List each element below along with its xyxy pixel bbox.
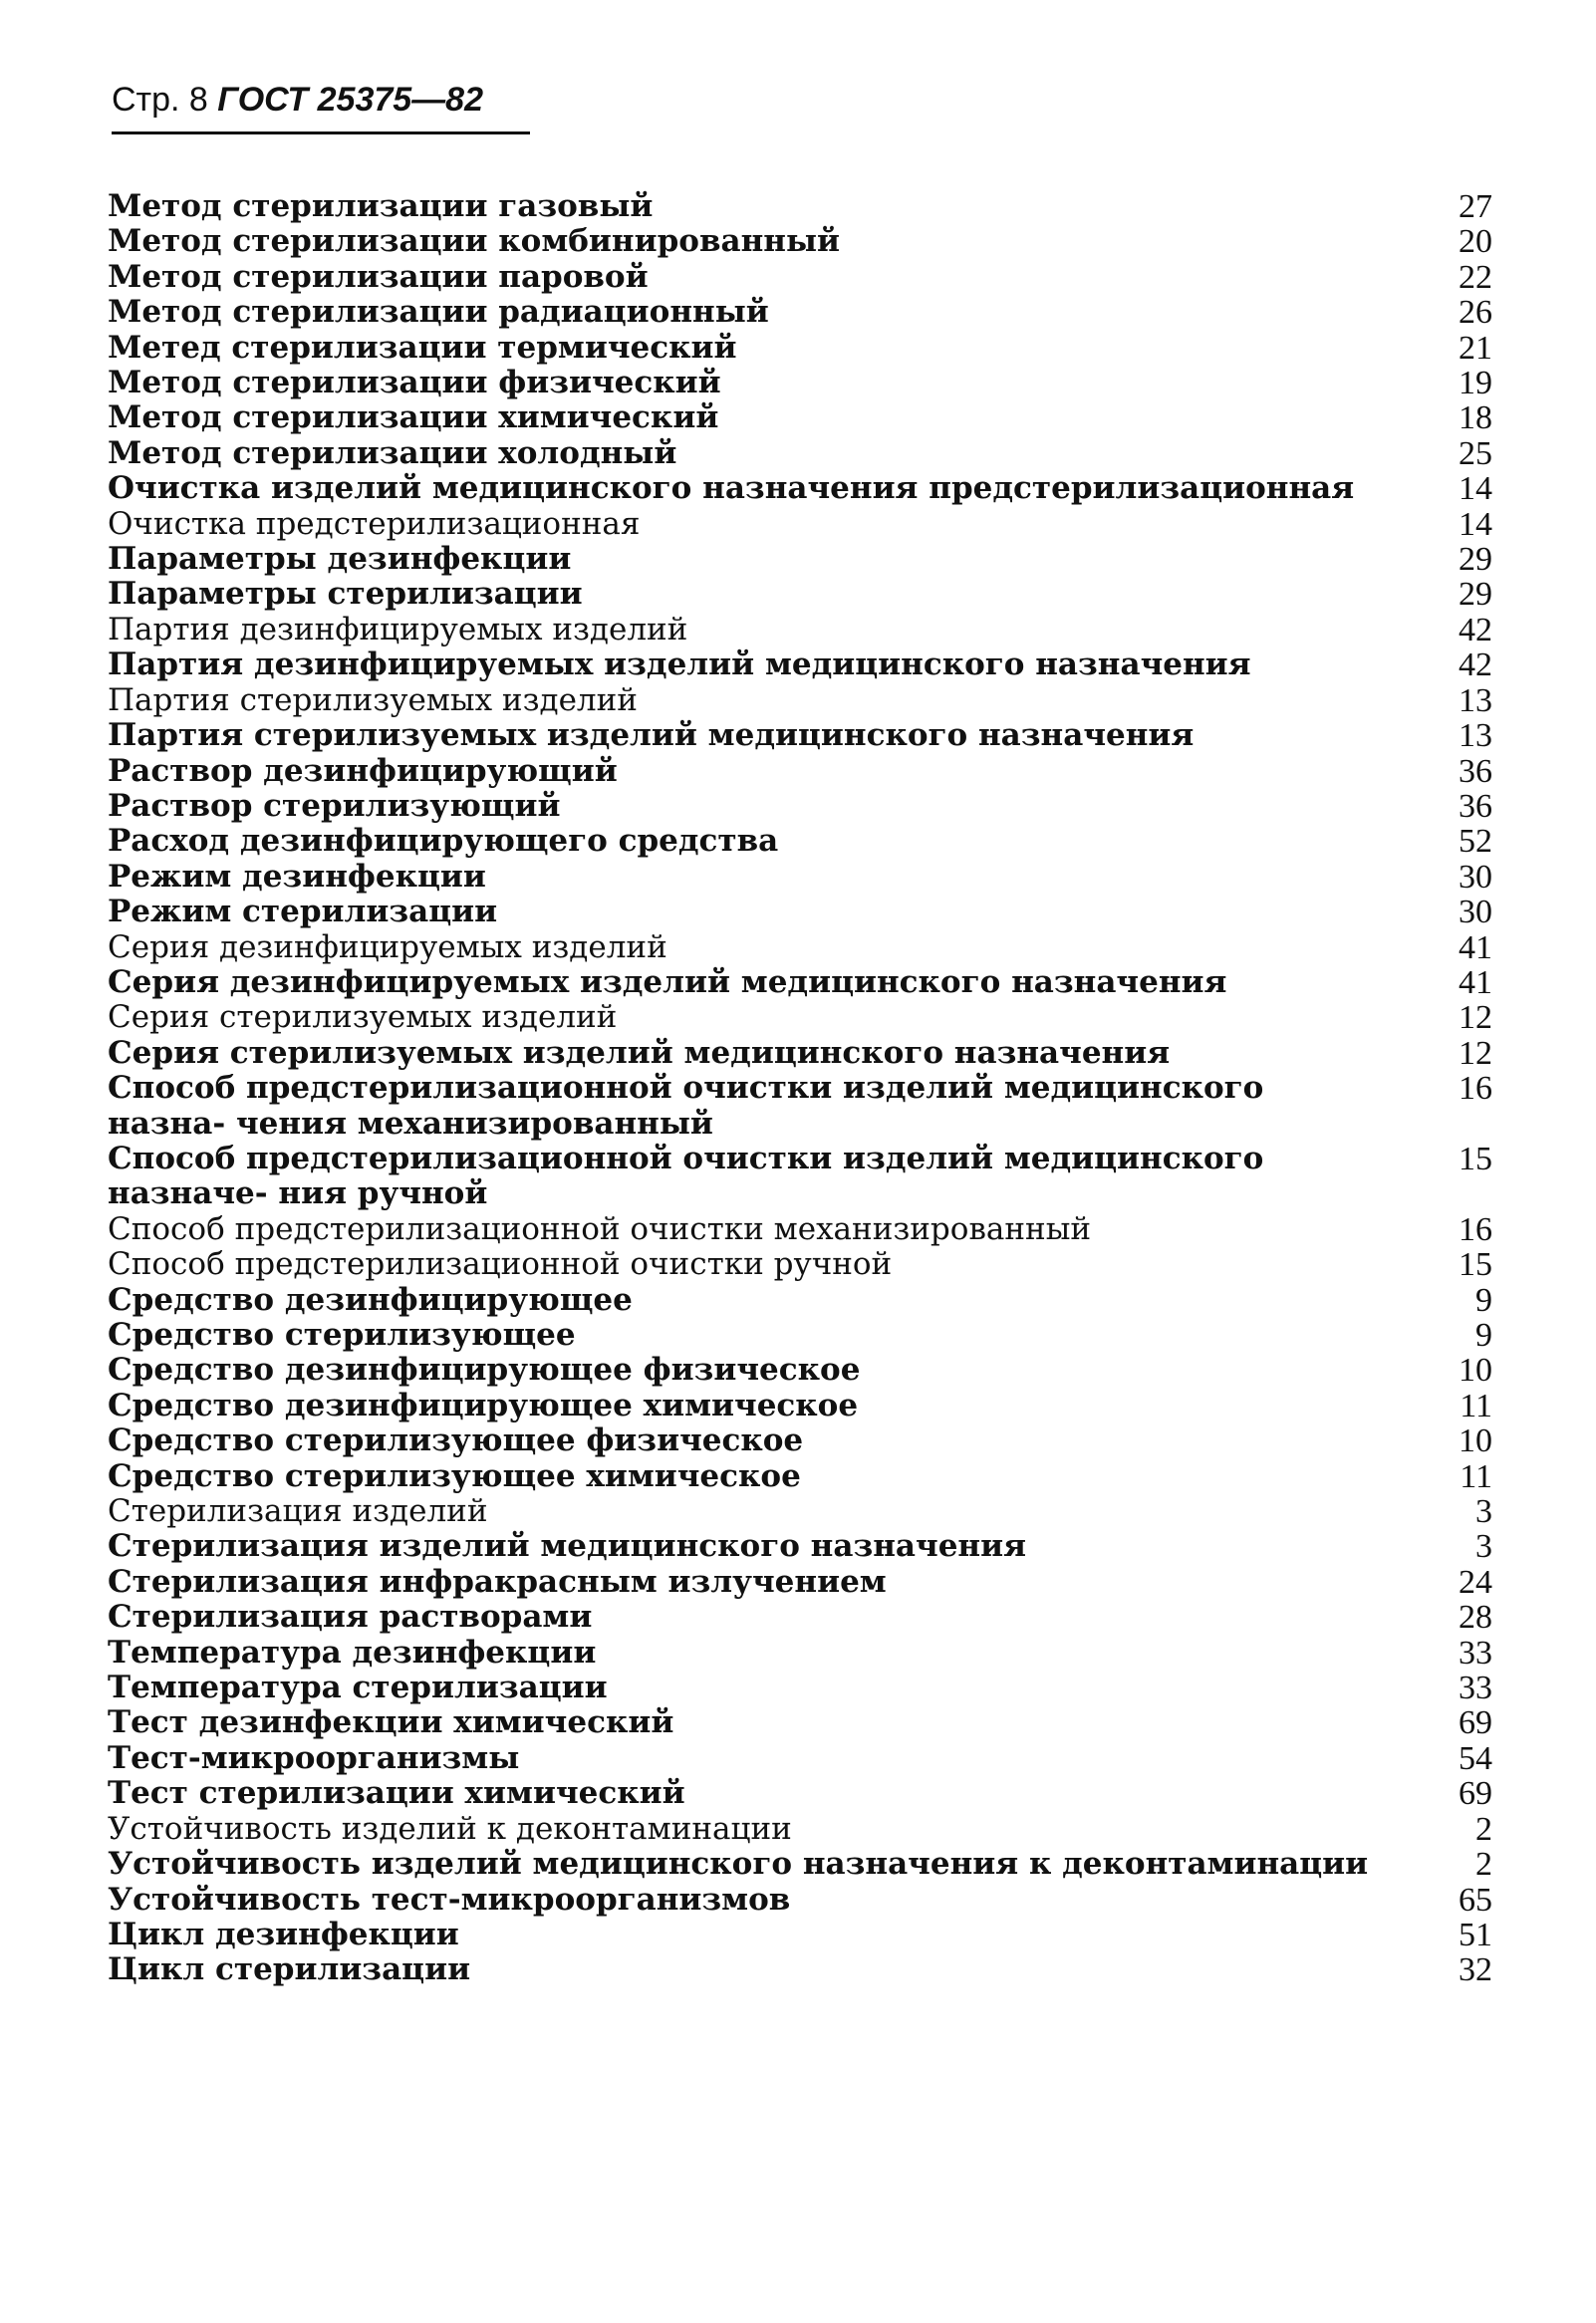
term-index [108,189,1492,1988]
index-term: Метед стерилизации термический [108,329,737,366]
index-page-number: 9 [1475,1317,1492,1354]
index-page-number: 26 [1459,294,1492,332]
index-entry [108,224,1492,259]
index-entry [108,1636,1492,1671]
index-term: Раствор стерилизующий [108,787,561,824]
index-page-number: 3 [1475,1493,1492,1531]
index-page-number: 65 [1459,1881,1492,1919]
index-page-number: 2 [1475,1810,1492,1848]
index-page-number: 51 [1459,1916,1492,1953]
index-entry [108,1459,1492,1494]
page-header [112,80,483,120]
index-page-number: 25 [1459,434,1492,472]
index-entry [108,436,1492,471]
index-term: Партия дезинфицируемых изделий [108,611,688,647]
index-entry [108,507,1492,542]
index-entry [108,718,1492,753]
index-entry [108,1705,1492,1740]
index-term: Метод стерилизации комбинированный [108,223,841,260]
index-term: Стерилизация изделий медицинского назначения [108,1528,1027,1565]
index-page-number: 2 [1475,1846,1492,1884]
index-term: Средство стерилизующее химическое [108,1457,801,1494]
index-term: Температура стерилизации [108,1670,608,1706]
index-page-number: 14 [1459,505,1492,543]
index-page-number: 3 [1475,1528,1492,1566]
index-page-number: 41 [1459,928,1492,966]
index-page-number: 19 [1459,365,1492,402]
index-term: Стерилизация инфракрасным излучением [108,1563,887,1600]
index-entry [108,683,1492,718]
index-page-number: 10 [1459,1422,1492,1460]
index-term: Средство дезинфицирующее [108,1281,633,1318]
index-term: Устойчивость тест-микроорганизмов [108,1881,791,1918]
index-term: Партия дезинфицируемых изделий медицинского назначения [108,646,1251,683]
index-term: Очистка предстерилизационная [108,505,641,542]
index-term: Средство дезинфицирующее химическое [108,1387,859,1423]
index-entry [108,647,1492,682]
index-entry [108,366,1492,400]
index-page-number: 29 [1459,541,1492,579]
index-page-number: 11 [1460,1387,1492,1424]
index-entry [108,613,1492,647]
index-entry [108,1283,1492,1318]
index-page-number: 69 [1459,1704,1492,1742]
index-entry [108,1036,1492,1071]
index-term: Партия стерилизуемых изделий медицинского назначения [108,717,1195,754]
index-page-number: 18 [1459,399,1492,437]
index-entry [108,1776,1492,1811]
index-term: Серия стерилизуемых изделий медицинского назначения [108,1034,1171,1071]
index-page-number: 32 [1459,1951,1492,1989]
index-page-number: 10 [1459,1352,1492,1390]
index-entry [108,1847,1492,1882]
index-entry [108,1423,1492,1458]
index-term: Метод стерилизации холодный [108,434,677,471]
index-term: Способ предстерилизационной очистки изделий медицинского назна- чения механизированный [108,1070,1264,1142]
index-entry [108,260,1492,295]
header-rule [112,131,530,134]
index-page-number: 41 [1459,963,1492,1001]
index-page-number: 24 [1459,1563,1492,1601]
index-page-number: 27 [1459,188,1492,225]
index-entry [108,1318,1492,1353]
index-term: Средство стерилизующее физическое [108,1422,804,1459]
index-page-number: 13 [1459,681,1492,719]
index-page-number: 30 [1459,858,1492,896]
index-entry [108,542,1492,577]
index-term: Метод стерилизации паровой [108,258,649,295]
index-term: Партия стерилизуемых изделий [108,681,638,718]
index-entry [108,1529,1492,1564]
index-term: Метод стерилизации газовый [108,188,654,224]
index-page-number: 28 [1459,1599,1492,1637]
index-entry [108,1000,1492,1035]
standard-code: ГОСТ 25375—82 [217,81,484,119]
index-term: Цикл стерилизации [108,1951,471,1988]
index-page-number: 42 [1459,611,1492,648]
index-term: Очистка изделий медицинского назначения предстерилизационная [108,470,1355,507]
index-entry [108,965,1492,1000]
index-entry [108,1600,1492,1635]
index-page-number: 69 [1459,1775,1492,1813]
index-term: Тест стерилизации химический [108,1775,685,1812]
index-page-number: 36 [1459,752,1492,790]
index-entry [108,1952,1492,1987]
index-term: Температура дезинфекции [108,1634,597,1671]
index-term: Стерилизация растворами [108,1599,593,1636]
index-page-number: 15 [1459,1246,1492,1284]
index-page-number: 30 [1459,894,1492,931]
index-page-number: 11 [1460,1457,1492,1495]
index-entry [108,1812,1492,1847]
index-entry [108,1389,1492,1423]
index-term: Стерилизация изделий [108,1493,488,1530]
index-term: Расход дезинфицирующего средства [108,823,779,860]
index-term: Устойчивость изделий к деконтаминации [108,1810,792,1847]
index-term: Устойчивость изделий медицинского назначения к деконтаминации [108,1846,1369,1883]
index-entry [108,1353,1492,1388]
index-page-number: 29 [1459,576,1492,614]
index-term: Тест дезинфекции химический [108,1704,674,1741]
index-entry [108,400,1492,435]
index-term: Метод стерилизации радиационный [108,294,769,331]
index-page-number: 22 [1459,258,1492,296]
index-page-number: 12 [1459,999,1492,1037]
index-entry [108,1212,1492,1247]
index-page-number: 16 [1459,1070,1492,1108]
index-term: Тест-микроорганизмы [108,1739,520,1776]
index-entry [108,1671,1492,1705]
index-entry [108,860,1492,895]
index-page-number: 16 [1459,1210,1492,1248]
index-entry [108,331,1492,366]
index-entry [108,1071,1492,1142]
index-entry [108,895,1492,929]
index-entry [108,754,1492,789]
index-page-number: 52 [1459,823,1492,861]
index-term: Цикл дезинфекции [108,1916,459,1952]
index-entry [108,577,1492,612]
index-term: Средство стерилизующее [108,1317,576,1353]
index-entry [108,1918,1492,1952]
index-entry [108,1741,1492,1776]
index-page-number: 12 [1459,1034,1492,1072]
index-entry [108,1142,1492,1212]
index-page-number: 33 [1459,1634,1492,1672]
index-page-number: 14 [1459,470,1492,508]
index-page-number: 20 [1459,223,1492,261]
index-page-number: 13 [1459,717,1492,755]
index-term: Способ предстерилизационной очистки ручной [108,1246,893,1283]
index-term: Способ предстерилизационной очистки механизированный [108,1210,1092,1247]
index-page-number: 42 [1459,646,1492,684]
index-term: Серия дезинфицируемых изделий медицинского назначения [108,963,1227,1000]
index-page-number: 15 [1459,1140,1492,1177]
index-page-number: 21 [1459,329,1492,367]
index-entry [108,1565,1492,1600]
index-page-number: 33 [1459,1670,1492,1707]
index-entry [108,1883,1492,1918]
index-entry [108,1247,1492,1282]
index-term: Параметры стерилизации [108,576,583,613]
index-page-number: 36 [1459,787,1492,825]
index-entry [108,295,1492,330]
index-page-number: 9 [1475,1281,1492,1319]
index-term: Режим стерилизации [108,894,498,930]
index-term: Способ предстерилизационной очистки изделий медицинского назначе- ния ручной [108,1140,1264,1212]
page-number-label: Стр. 8 [112,81,208,119]
index-term: Серия дезинфицируемых изделий [108,928,667,965]
index-term: Параметры дезинфекции [108,541,572,578]
index-entry [108,471,1492,506]
index-entry [108,930,1492,965]
index-term: Серия стерилизуемых изделий [108,999,618,1036]
index-entry [108,1494,1492,1529]
index-term: Раствор дезинфицирующий [108,752,618,789]
index-entry [108,824,1492,859]
index-entry [108,189,1492,224]
index-term: Метод стерилизации химический [108,399,719,436]
index-term: Режим дезинфекции [108,858,486,895]
index-page-number: 54 [1459,1739,1492,1777]
index-term: Средство дезинфицирующее физическое [108,1352,861,1389]
index-entry [108,789,1492,824]
index-term: Метод стерилизации физический [108,365,721,401]
